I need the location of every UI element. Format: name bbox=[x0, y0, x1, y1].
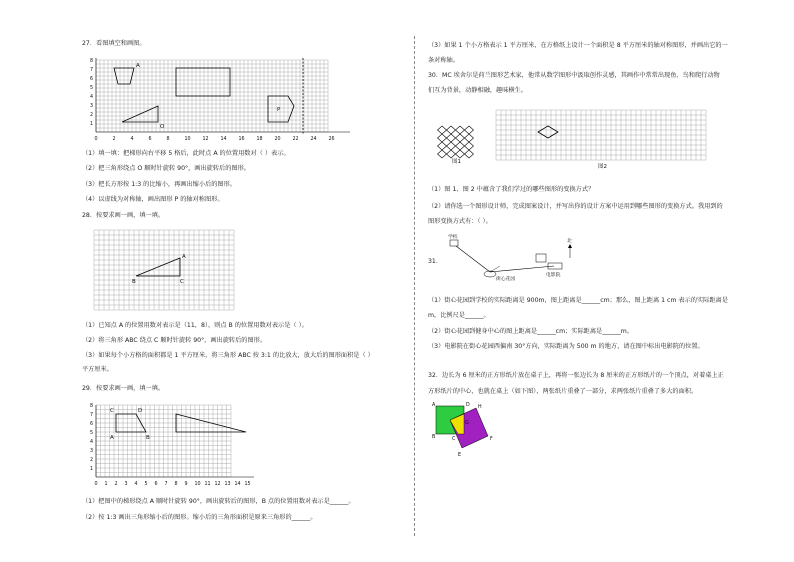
escher-tile bbox=[438, 126, 447, 134]
x-tick-label: 7 bbox=[164, 482, 168, 487]
q30-figure-2-caption: 图2 bbox=[598, 164, 607, 170]
q30-figure-1-caption: 图1 bbox=[452, 159, 461, 165]
x-tick-label: 20 bbox=[274, 137, 281, 142]
q28-title: 28．按要求画一画，填一填。 bbox=[82, 212, 165, 219]
x-tick-label: 3 bbox=[124, 482, 128, 487]
x-tick-label: 2 bbox=[114, 482, 118, 487]
x-tick-label: 6 bbox=[154, 482, 158, 487]
x-tick-label: 2 bbox=[112, 137, 116, 142]
y-tick-label: 6 bbox=[90, 422, 94, 427]
x-tick-label: 14 bbox=[220, 137, 227, 142]
q28-label-a: A bbox=[182, 254, 186, 260]
q27-item-2: （2）把三角形绕点 O 顺时针旋转 90°，画出旋转后的图形。 bbox=[82, 165, 250, 172]
escher-tile bbox=[438, 150, 447, 158]
escher-tile bbox=[456, 150, 465, 158]
q29-label-b: B bbox=[146, 435, 150, 441]
q29-item-2: （2）按 1:3 画出三角形缩小后的图形。缩小后的三角形面积是原来三角形的______。 bbox=[82, 514, 317, 521]
y-tick-label: 8 bbox=[90, 59, 94, 64]
escher-tile bbox=[447, 150, 456, 158]
escher-tile bbox=[438, 142, 447, 150]
q31-item-1: （1）街心花园到学校的实际距离是 900m，图上距离是______cm；那么，图上距离 1 cm 表示的实际距离是 bbox=[428, 297, 728, 304]
q32-figure bbox=[430, 402, 510, 462]
q29-label-d: D bbox=[138, 408, 143, 414]
escher-tile bbox=[438, 134, 447, 142]
q32-label-f: F bbox=[490, 437, 493, 442]
station-icon bbox=[548, 263, 562, 269]
q30-item-3: 图形变换方式有：（ ）。 bbox=[428, 218, 492, 225]
escher-tile bbox=[465, 134, 474, 142]
q28-item-2: （2）将三角形 ABC 绕点 C 顺时针旋转 90°，画出旋转后的图形。 bbox=[82, 337, 267, 344]
x-tick-label: 0 bbox=[94, 137, 98, 142]
q31-item-2: m，比例尺是______。 bbox=[428, 312, 490, 319]
y-tick-label: 4 bbox=[90, 440, 94, 445]
y-tick-label: 4 bbox=[90, 95, 94, 100]
q31-park-label: 街心花园 bbox=[496, 277, 516, 282]
q31-school-label: 学校 bbox=[448, 235, 458, 240]
q28-label-c: C bbox=[180, 279, 184, 285]
q32-line1: 32．边长为 6 厘米的正方形纸片放在桌子上，再将一张边长为 8 厘米的正方形纸片的一个顶点，对着桌上正 bbox=[428, 372, 724, 379]
q31-item-4: （3）电影院在街心花园西偏南 30°方向，实际距离为 500 m 的地方，请在图中标出电影院的位置。 bbox=[428, 343, 704, 350]
q32-label-h: H bbox=[478, 405, 482, 410]
x-tick-label: 8 bbox=[174, 482, 178, 487]
x-tick-label: 22 bbox=[292, 137, 299, 142]
left-column bbox=[82, 0, 402, 562]
q32-label-c: C bbox=[452, 437, 456, 442]
q28-item-4: 平方厘米。 bbox=[82, 366, 113, 373]
q27-label-a: A bbox=[136, 63, 140, 69]
x-tick-label: 8 bbox=[166, 137, 170, 142]
x-tick-label: 10 bbox=[184, 137, 191, 142]
escher-tile bbox=[465, 150, 474, 158]
q27-item-1: （1）填一填：把梯形向右平移 5 格后，此时点 A 的位置用数对（ ）表示。 bbox=[82, 150, 290, 157]
q27-grid-figure bbox=[88, 54, 358, 144]
x-tick-label: 11 bbox=[204, 482, 211, 487]
escher-tile bbox=[456, 142, 465, 150]
x-tick-label: 26 bbox=[328, 137, 335, 142]
y-tick-label: 7 bbox=[90, 68, 94, 73]
q29-label-a: A bbox=[110, 435, 114, 441]
x-tick-label: 9 bbox=[184, 482, 188, 487]
y-tick-label: 8 bbox=[90, 404, 94, 409]
q28-label-b: B bbox=[132, 279, 136, 285]
right-column bbox=[428, 0, 768, 562]
y-tick-label: 1 bbox=[90, 467, 94, 472]
q30-line1: 30．MC 埃舍尔是荷兰图形艺术家，他常从数学图形中汲取创作灵感，其画作中常常出现鱼、鸟和爬行动物 bbox=[428, 72, 720, 79]
x-tick-label: 4 bbox=[134, 482, 138, 487]
y-tick-label: 5 bbox=[90, 431, 94, 436]
x-tick-label: 4 bbox=[130, 137, 134, 142]
building-icon bbox=[536, 254, 546, 262]
q30-item-2: （2）请你选一个图形设计师，完成图案设计，并写出你的设计方案中运用到哪些图形的变换方式。我用到的 bbox=[428, 203, 723, 210]
x-tick-label: 1 bbox=[104, 482, 108, 487]
q30-item-1: （1）图 1、图 2 中蕴含了我们学过的哪些图形的变换方式？ bbox=[428, 186, 595, 193]
y-tick-label: 3 bbox=[90, 449, 94, 454]
q32-label-g: G bbox=[465, 421, 469, 426]
school-icon bbox=[450, 240, 458, 246]
q29-label-c: C bbox=[110, 408, 114, 414]
q28-grid-figure bbox=[92, 228, 242, 314]
q27-item-4: （4）以虚线为对称轴，画出图形 P 的轴对称图形。 bbox=[82, 196, 224, 203]
q30-line2: 们互为背景，动静相融，趣味横生。 bbox=[428, 87, 527, 94]
x-tick-label: 10 bbox=[194, 482, 201, 487]
x-tick-label: 0 bbox=[94, 482, 98, 487]
q27-item-3: （3）把长方形按 1:3 的比缩小，再画出缩小后的图形。 bbox=[82, 181, 236, 188]
q27-label-p: P bbox=[277, 107, 281, 113]
y-tick-label: 1 bbox=[90, 122, 94, 127]
escher-tile bbox=[447, 134, 456, 142]
q28-item-1: （1）已知点 A 的位置用数对表示是（11，8），则点 B 的位置用数对表示是（ ）。 bbox=[82, 322, 308, 329]
escher-tile bbox=[456, 126, 465, 134]
q32-label-e: E bbox=[458, 453, 462, 458]
q31-title: 31． bbox=[428, 258, 443, 265]
y-tick-label: 2 bbox=[90, 113, 94, 118]
escher-tile bbox=[447, 126, 456, 134]
q31-north-label: 北 bbox=[567, 239, 572, 244]
x-tick-label: 6 bbox=[148, 137, 152, 142]
q32-label-a: A bbox=[432, 403, 436, 408]
escher-tile bbox=[447, 142, 456, 150]
q32-label-d: D bbox=[466, 403, 470, 408]
y-tick-label: 5 bbox=[90, 86, 94, 91]
q30-figure-2 bbox=[494, 108, 714, 170]
escher-tile bbox=[465, 142, 474, 150]
y-tick-label: 2 bbox=[90, 458, 94, 463]
escher-tile bbox=[465, 126, 474, 134]
q27-title: 27．看图填空和画图。 bbox=[82, 40, 146, 47]
q31-map bbox=[446, 236, 576, 284]
q32-line2: 方形纸片的中心，也就在桌上（如下图），两张纸片重叠了一部分，求两张纸片重叠了多大的面积。 bbox=[428, 388, 698, 395]
x-tick-label: 12 bbox=[214, 482, 221, 487]
q29-title: 29．按要求画一画，填一填。 bbox=[82, 385, 165, 392]
q31-item-3: （2）街心花园到健身中心的图上距离是______cm；实际距离是______m。 bbox=[428, 328, 634, 335]
y-tick-label: 7 bbox=[90, 413, 94, 418]
x-tick-label: 13 bbox=[224, 482, 231, 487]
column-divider bbox=[414, 36, 415, 536]
q-item3-line2: 条对称轴。 bbox=[428, 57, 459, 64]
q-item3-line1: （3）如果 1 个小方格表示 1 平方厘米，在方格纸上设计一个面积是 8 平方厘米的轴对称图形，并画出它的一 bbox=[428, 42, 728, 49]
y-tick-label: 3 bbox=[90, 104, 94, 109]
x-tick-label: 5 bbox=[144, 482, 148, 487]
x-tick-label: 14 bbox=[234, 482, 241, 487]
q28-item-3: （3）如果每个小方格的面积都是 1 平方厘米，将三角形 ABC 按 3:1 的比放大，放大后的图形面积是（ ） bbox=[82, 352, 374, 359]
x-tick-label: 24 bbox=[310, 137, 317, 142]
x-tick-label: 12 bbox=[202, 137, 209, 142]
q30-figure-1 bbox=[436, 122, 476, 166]
x-tick-label: 16 bbox=[238, 137, 245, 142]
q32-label-b: B bbox=[432, 435, 436, 440]
q29-grid-figure bbox=[88, 400, 258, 490]
x-tick-label: 18 bbox=[256, 137, 263, 142]
q29-item-1: （1）把图中的梯形绕点 A 顺时针旋转 90°，画出旋转后的图形，B 点的位置用数对表示是______。 bbox=[82, 498, 355, 505]
x-tick-label: 15 bbox=[244, 482, 251, 487]
q31-station-label: 电影院 bbox=[546, 273, 561, 278]
y-tick-label: 6 bbox=[90, 77, 94, 82]
q27-label-o: O bbox=[160, 124, 165, 130]
escher-tile bbox=[456, 134, 465, 142]
q28-triangle-abc bbox=[136, 258, 180, 276]
